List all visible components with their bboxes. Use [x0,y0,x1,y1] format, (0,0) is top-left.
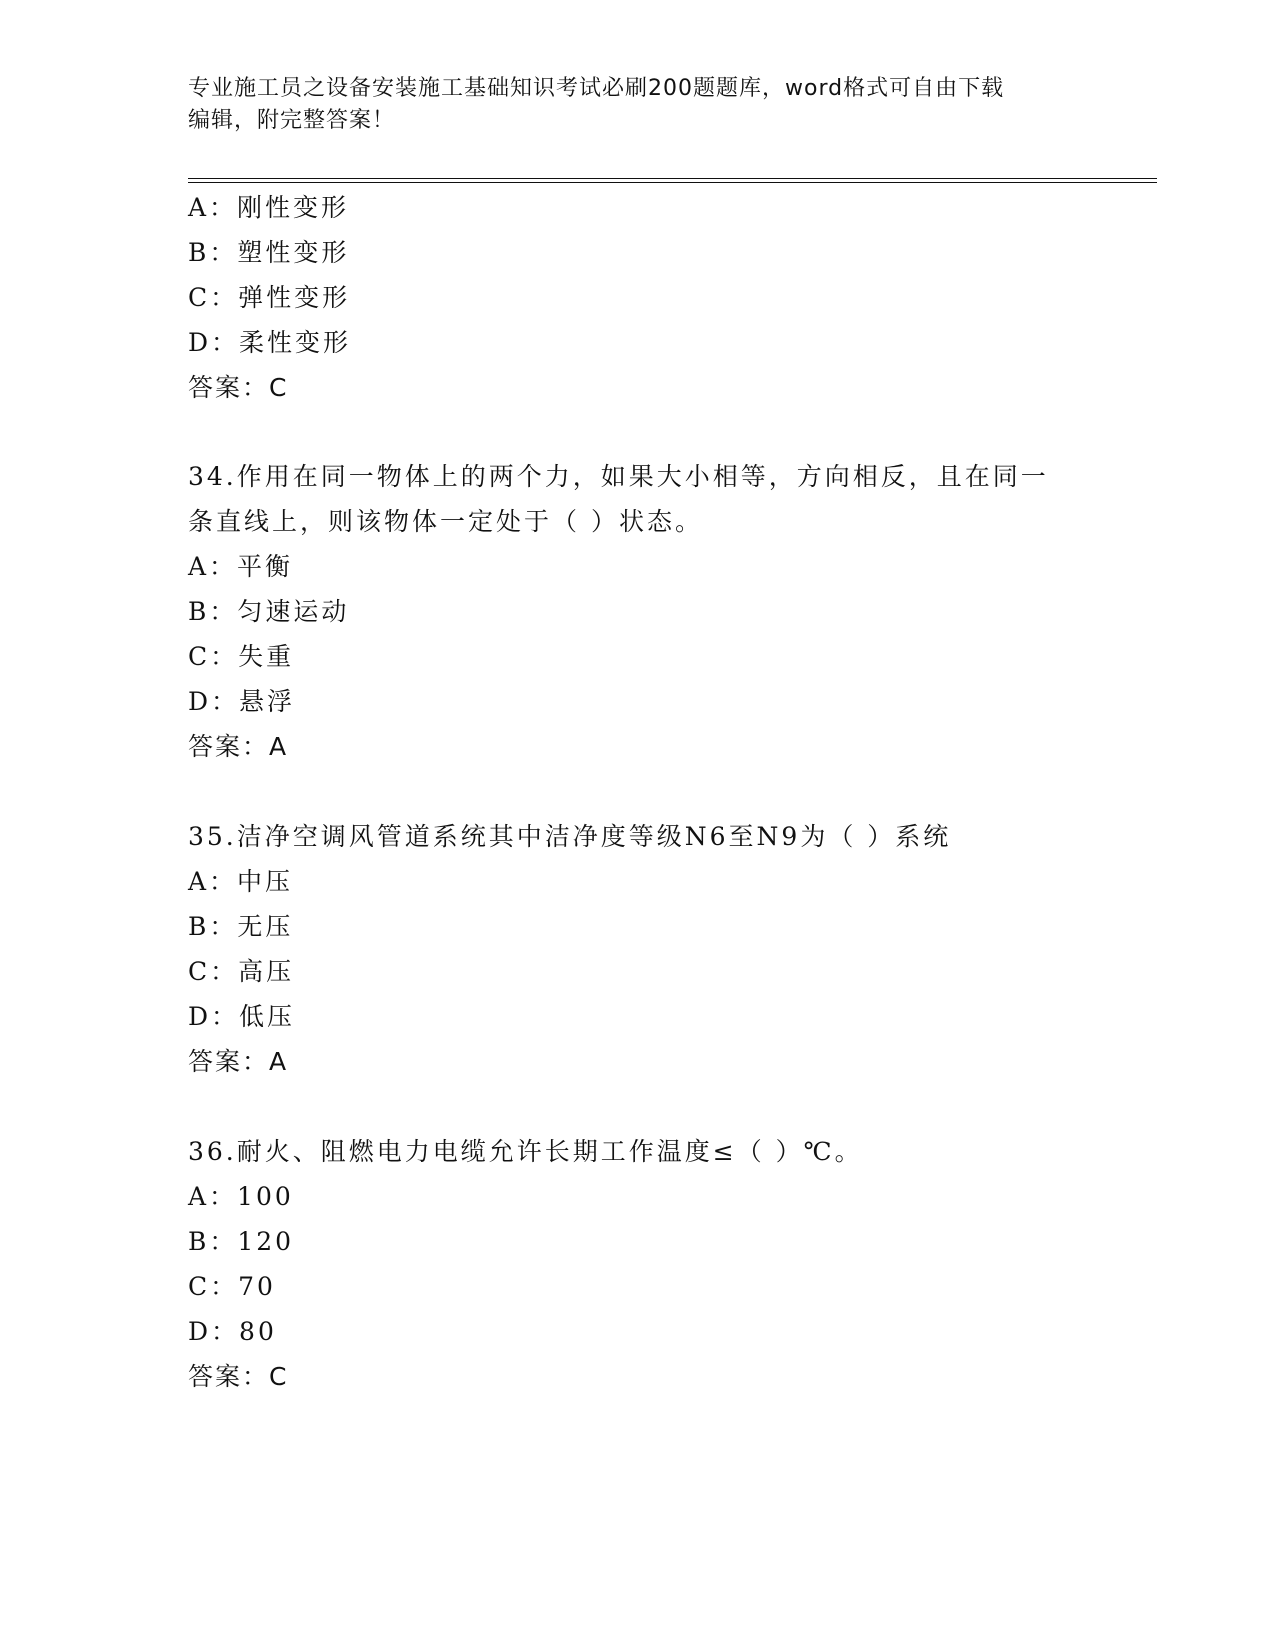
q33-option-b: B：塑性变形 [188,238,350,267]
header-divider-bottom [188,182,1157,183]
q33-option-d: D：柔性变形 [188,328,352,357]
q36-option-d: D：80 [188,1317,277,1346]
q36-answer: 答案：C [188,1362,289,1391]
q35-option-a: A：中压 [188,867,294,896]
q36-option-b: B：120 [188,1227,295,1256]
q33-option-a: A：刚性变形 [188,193,350,222]
q35-stem-line-1: 35.洁净空调风管道系统其中洁净度等级N6至N9为（ ）系统 [188,822,952,851]
q34-stem-line-1: 34.作用在同一物体上的两个力，如果大小相等，方向相反，且在同一 [188,462,1049,491]
q36-option-a: A：100 [188,1182,294,1211]
q36-stem-line-1: 36.耐火、阻燃电力电缆允许长期工作温度≤（ ）℃。 [188,1137,863,1166]
q34-option-a: A：平衡 [188,552,294,581]
header-line-1: 专业施工员之设备安装施工基础知识考试必刷200题题库，word格式可自由下载 [188,76,1005,101]
q33-option-c: C：弹性变形 [188,283,351,312]
q33-answer: 答案：C [188,373,289,402]
q36-option-c: C：70 [188,1272,276,1301]
document-header [188,73,1078,137]
header-divider-top [188,178,1157,179]
q34-stem-line-2: 条直线上，则该物体一定处于（ ）状态。 [188,507,703,536]
q34-option-b: B：匀速运动 [188,597,350,626]
q35-option-b: B：无压 [188,912,294,941]
q35-answer: 答案：A [188,1047,289,1076]
q34-answer: 答案：A [188,732,289,761]
q35-option-d: D：低压 [188,1002,296,1031]
header-line-2: 编辑，附完整答案！ [188,108,396,133]
q34-option-c: C：失重 [188,642,295,671]
q35-option-c: C：高压 [188,957,295,986]
q34-option-d: D：悬浮 [188,687,296,716]
